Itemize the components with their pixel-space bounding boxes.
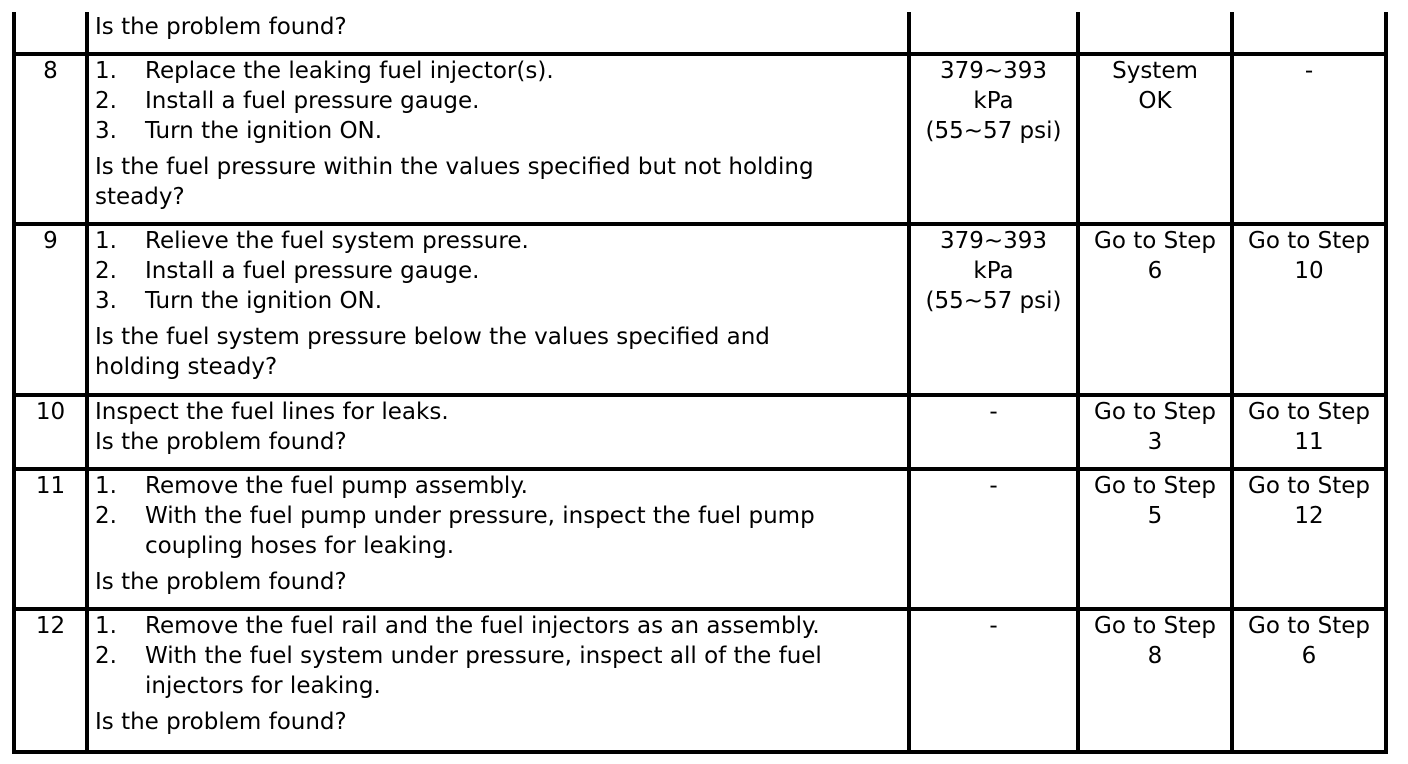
list-number: 1. (95, 228, 117, 254)
list-text: Turn the ignition ON. (145, 288, 383, 314)
list-text: Remove the fuel pump assembly. (145, 473, 528, 499)
list-text: With the fuel pump under pressure, inspect the fuel pump (145, 503, 815, 529)
question-text (95, 567, 903, 597)
value-cell (909, 12, 1078, 54)
list-item (95, 86, 903, 116)
table-row (14, 12, 1386, 54)
spec-value: 379~393 (939, 228, 1048, 254)
value-cell (909, 54, 1078, 224)
list-item (95, 256, 903, 286)
action-cell (87, 54, 909, 224)
yes-cell (1078, 609, 1232, 752)
question-text: Is the problem found? (95, 14, 347, 40)
yes-cell (1078, 224, 1232, 395)
question-line: Is the problem found? (95, 709, 347, 735)
question-line: Is the fuel pressure within the values specified but not holding (95, 154, 814, 180)
value-cell (909, 469, 1078, 609)
spec-value: - (989, 473, 998, 499)
list-number: 3. (95, 288, 117, 314)
list-item (95, 471, 903, 501)
no-text: - (1304, 58, 1314, 84)
yes-text: 5 (1147, 503, 1163, 529)
yes-cell (1078, 12, 1232, 54)
no-cell (1232, 224, 1386, 395)
no-text: 11 (1294, 429, 1324, 455)
list-text: Replace the leaking fuel injector(s). (145, 58, 554, 84)
list-text: Install a fuel pressure gauge. (145, 88, 480, 114)
step-number-cell (14, 12, 87, 54)
question-line: steady? (95, 184, 185, 210)
list-text: coupling hoses for leaking. (145, 533, 455, 559)
step-number: 9 (43, 228, 58, 254)
spec-unit: kPa (973, 258, 1014, 284)
yes-text: Go to Step (1094, 613, 1216, 639)
yes-text: Go to Step (1094, 399, 1216, 425)
list-text: injectors for leaking. (145, 673, 381, 699)
list-item (95, 226, 903, 256)
action-cell (87, 395, 909, 469)
no-cell (1232, 395, 1386, 469)
no-cell (1232, 469, 1386, 609)
step-number-cell (14, 395, 87, 469)
list-number: 2. (95, 643, 117, 669)
diagnostic-table (12, 12, 1388, 754)
no-text: Go to Step (1248, 613, 1370, 639)
value-cell (909, 609, 1078, 752)
yes-text: 6 (1147, 258, 1163, 284)
step-number-cell (14, 469, 87, 609)
spec-alt: (55~57 psi) (925, 288, 1062, 314)
step-number-cell (14, 609, 87, 752)
step-number: 10 (35, 399, 66, 425)
list-text: With the fuel system under pressure, inspect all of the fuel (145, 643, 822, 669)
yes-text: 3 (1147, 429, 1163, 455)
spec-unit: kPa (973, 88, 1014, 114)
action-cell (87, 469, 909, 609)
value-cell (909, 224, 1078, 395)
yes-text: Go to Step (1094, 473, 1216, 499)
step-number-cell (14, 54, 87, 224)
action-text: Inspect the fuel lines for leaks. (95, 399, 449, 425)
list-item (95, 116, 903, 146)
yes-text: System (1112, 58, 1198, 84)
action-cell (87, 609, 909, 752)
yes-cell (1078, 395, 1232, 469)
list-item (95, 501, 903, 561)
question-text (95, 152, 903, 212)
yes-cell (1078, 54, 1232, 224)
list-item (95, 286, 903, 316)
no-text: Go to Step (1248, 473, 1370, 499)
no-cell (1232, 54, 1386, 224)
table-row (14, 54, 1386, 224)
question-line: Is the fuel system pressure below the values specified and (95, 324, 770, 350)
list-item (95, 56, 903, 86)
question-text (95, 707, 903, 737)
list-number: 2. (95, 88, 117, 114)
step-number-cell (14, 224, 87, 395)
list-item (95, 611, 903, 641)
spec-value: - (989, 613, 998, 639)
list-text: Remove the fuel rail and the fuel injectors as an assembly. (145, 613, 820, 639)
yes-cell (1078, 469, 1232, 609)
yes-text: OK (1138, 88, 1172, 114)
list-number: 3. (95, 118, 117, 144)
step-number: 8 (43, 58, 58, 84)
list-number: 2. (95, 503, 117, 529)
question-line: Is the problem found? (95, 569, 347, 595)
action-cell (87, 12, 909, 54)
question-text (95, 322, 903, 382)
list-text: Install a fuel pressure gauge. (145, 258, 480, 284)
yes-text: 8 (1147, 643, 1163, 669)
no-text: Go to Step (1248, 228, 1370, 254)
question-line: holding steady? (95, 354, 278, 380)
no-text: 10 (1294, 258, 1324, 284)
yes-text: Go to Step (1094, 228, 1216, 254)
no-text: Go to Step (1248, 399, 1370, 425)
question-text: Is the problem found? (95, 429, 347, 455)
list-number: 1. (95, 613, 117, 639)
spec-value: - (989, 399, 998, 425)
table-row (14, 224, 1386, 395)
list-text: Relieve the fuel system pressure. (145, 228, 529, 254)
no-text: 12 (1294, 503, 1324, 529)
table-row (14, 609, 1386, 752)
step-number: 12 (35, 613, 66, 639)
no-cell (1232, 12, 1386, 54)
no-cell (1232, 609, 1386, 752)
list-item (95, 641, 903, 701)
table-row (14, 395, 1386, 469)
list-number: 1. (95, 473, 117, 499)
table-row (14, 469, 1386, 609)
list-number: 1. (95, 58, 117, 84)
step-number: 11 (35, 473, 66, 499)
spec-value: 379~393 (939, 58, 1048, 84)
no-text: 6 (1301, 643, 1317, 669)
action-cell (87, 224, 909, 395)
spec-alt: (55~57 psi) (925, 118, 1062, 144)
value-cell (909, 395, 1078, 469)
list-number: 2. (95, 258, 117, 284)
list-text: Turn the ignition ON. (145, 118, 383, 144)
